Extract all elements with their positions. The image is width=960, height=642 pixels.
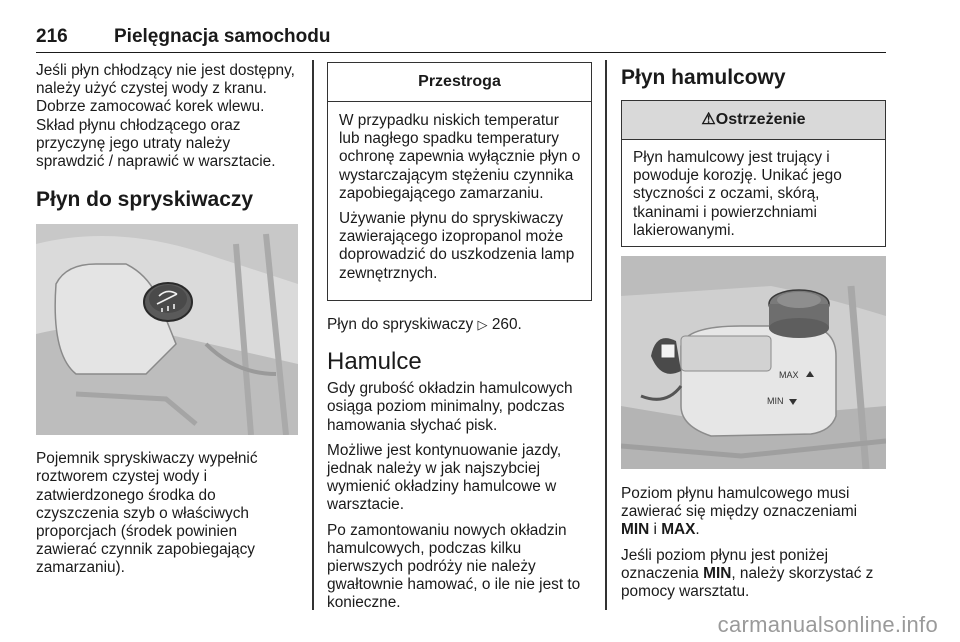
image-max-label: MAX	[779, 370, 799, 380]
page-number: 216	[36, 26, 68, 47]
reference-text: Płyn do spryskiwaczy	[327, 316, 474, 333]
low-level-text: Jeśli poziom płynu jest poniżej oznaczenia	[621, 546, 829, 582]
chapter-title: Pielęgnacja samochodu	[114, 26, 331, 47]
caution-paragraph-1: W przypadku niskich temperatur lub nagłego spadku temperatury ochronę zapewnia wyłącznie płyn o wystarczającym stężeniu czynnika zapobiegającego zamarzaniu.	[339, 112, 581, 202]
brakes-heading: Hamulce	[327, 348, 422, 376]
warning-text: Płyn hamulcowy jest trujący i powoduje korozję. Unikać jego styczności z oczami, skórą, tkaninami i powierzchniami lakierowanymi.	[633, 149, 842, 239]
watermark: carmanualsonline.info	[717, 612, 938, 637]
column-divider-right	[605, 60, 607, 610]
washer-reservoir-image	[36, 224, 298, 435]
warning-triangle-icon: ⚠	[701, 110, 716, 128]
column-1	[36, 62, 298, 585]
caution-paragraph-2: Używanie płynu do spryskiwaczy zawierającego izopropanol może doprowadzić do uszkodzenia lamp zewnętrznych.	[339, 210, 575, 282]
low-level-paragraph	[621, 547, 886, 602]
caution-box	[327, 62, 592, 301]
page-header	[36, 24, 886, 53]
washer-caption: Pojemnik spryskiwaczy wypełnić roztworem czystej wody i zatwierdzonego środka do czyszczenia szyb o właściwych proporcjach (środek powinien zawierać czynnik zapobiegający zamarzaniu).	[36, 450, 258, 577]
brakes-paragraph-1: Gdy grubość okładzin hamulcowych osiąga poziom minimalny, podczas hamowania słychać pisk.	[327, 380, 573, 434]
max-mark-label: MAX	[661, 521, 696, 539]
washer-fluid-heading: Płyn do spryskiwaczy	[36, 188, 254, 212]
sentence-end: .	[695, 521, 700, 539]
coolant-paragraph: Jeśli płyn chłodzący nie jest dostępny, należy użyć czystej wody z kranu. Dobrze zamocować korek wlewu. Skład płynu chłodzącego oraz przyczynę jego utraty należy sprawdzić / naprawić w warsztacie.	[36, 62, 295, 171]
page-reference-icon: ▷	[477, 317, 488, 332]
column-2	[327, 62, 592, 620]
brakes-paragraph-2: Możliwe jest kontynuowanie jazdy, jednak należy w jak najszybciej wymienić okładziny hamulcowe w warsztacie.	[327, 441, 562, 514]
level-text: Poziom płynu hamulcowego musi zawierać się między oznaczeniami	[621, 485, 858, 521]
image-min-label: MIN	[767, 396, 784, 406]
brake-fluid-reservoir-image	[621, 256, 886, 469]
conjunction-text: i	[653, 521, 657, 539]
caution-title: Przestroga	[328, 63, 591, 102]
min-mark-label-2: MIN	[703, 564, 732, 582]
warning-box	[621, 100, 886, 247]
warning-header	[622, 101, 885, 140]
min-mark-label: MIN	[621, 521, 650, 539]
low-level-text-end: , należy skorzystać z pomocy warsztatu.	[621, 564, 874, 601]
washer-fluid-reference	[327, 316, 592, 334]
warning-title: Ostrzeżenie	[715, 110, 806, 128]
brakes-paragraph-3: Po zamontowaniu nowych okładzin hamulcowych, podczas kilku pierwszych podróży nie należy gwałtownie hamować, o ile nie jest to konieczne.	[327, 521, 581, 612]
brake-fluid-level-paragraph	[621, 485, 886, 540]
column-divider-left	[312, 60, 314, 610]
brake-fluid-heading: Płyn hamulcowy	[621, 66, 786, 89]
reference-page[interactable]: 260.	[491, 316, 522, 333]
column-3	[621, 62, 886, 608]
